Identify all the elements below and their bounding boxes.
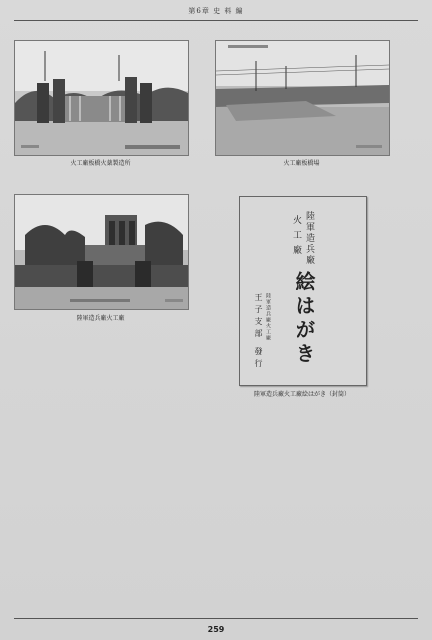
header-rule xyxy=(14,20,418,21)
photo-caption: 火工廠板橋場 xyxy=(283,160,320,167)
photo-factory-yard xyxy=(215,40,390,156)
cover-title-line1: 陸軍造兵廠 xyxy=(304,211,314,266)
photo-arsenal-building xyxy=(14,194,189,310)
photo-caption: 陸軍造兵廠火工廠 xyxy=(76,315,125,322)
photo-factory-gate xyxy=(14,40,189,156)
photo-caption: 火工廠板橋火薬製造所 xyxy=(70,160,131,167)
cover-publisher: 王子支部 xyxy=(254,293,263,341)
pamphlet-caption: 陸軍造兵廠火工廠絵はがき（封筒） xyxy=(253,391,350,398)
cover-issue-label: 發行 xyxy=(254,347,263,371)
cover-title-line2: 火工廠 xyxy=(291,215,301,260)
footer-rule xyxy=(14,618,418,619)
postcard-envelope-cover xyxy=(239,196,367,386)
cover-publisher-small: 陸軍造兵廠火工廠 xyxy=(265,293,271,341)
cover-main-title: 絵はがき xyxy=(292,271,316,367)
running-head: 第6章 史 料 編 xyxy=(188,7,244,15)
page-number: 259 xyxy=(207,625,225,634)
